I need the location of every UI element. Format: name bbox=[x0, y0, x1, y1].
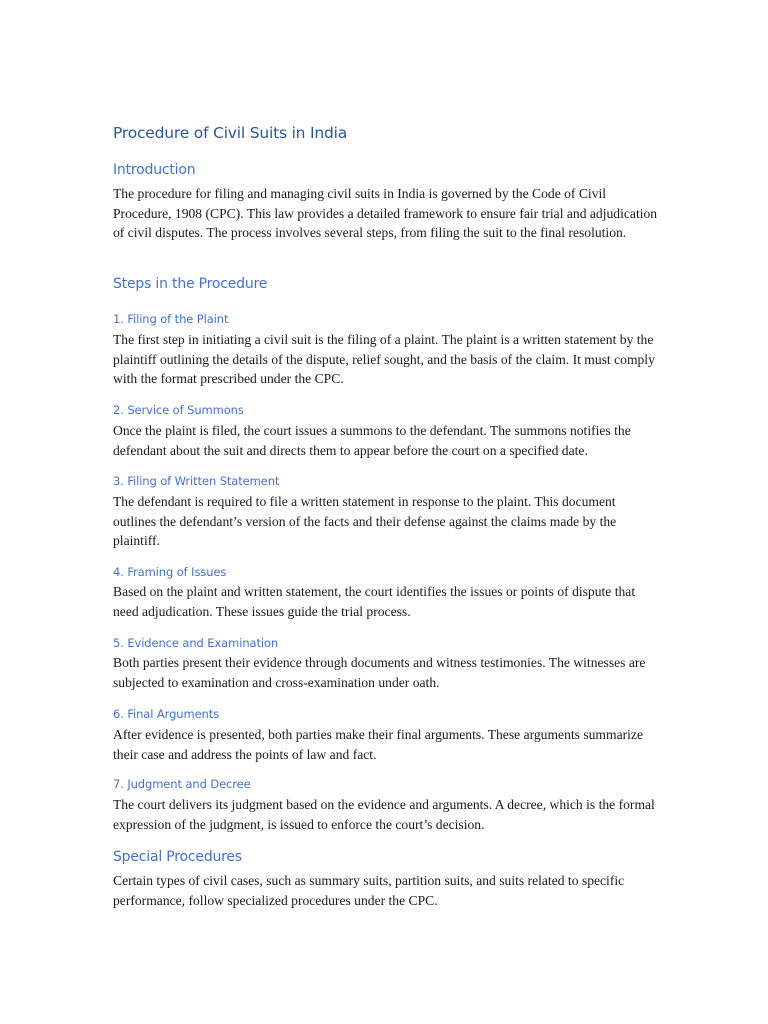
introduction-heading: Introduction bbox=[113, 162, 196, 178]
step-7-paragraph: The court delivers its judgment based on the evidence and arguments. A decree, which is the formal expression of the judgment, is issued to enforce the court’s decision. bbox=[113, 797, 655, 832]
special-procedures-heading: Special Procedures bbox=[113, 849, 242, 865]
document-title: Procedure of Civil Suits in India bbox=[113, 124, 348, 142]
step-4-heading: 4. Framing of Issues bbox=[113, 565, 227, 579]
introduction-paragraph: The procedure for filing and managing civil suits in India is governed by the Code of Civil Procedure, 1908 (CPC). This law provides a detailed framework to ensure fair trial and adjudication of civil disputes. The process involves several steps, from filing the suit to the final resolution. bbox=[113, 186, 658, 240]
step-4-paragraph: Based on the plaint and written statement, the court identifies the issues or points of dispute that need adjudication. These issues guide the trial process. bbox=[113, 584, 636, 619]
step-6-paragraph: After evidence is presented, both parties make their final arguments. These arguments summarize their case and address the points of law and fact. bbox=[113, 727, 643, 762]
step-5-paragraph: Both parties present their evidence through documents and witness testimonies. The witnesses are subjected to examination and cross-examination under oath. bbox=[113, 655, 646, 690]
step-1-heading: 1. Filing of the Plaint bbox=[113, 312, 229, 326]
step-2-paragraph: Once the plaint is filed, the court issues a summons to the defendant. The summons notifies the defendant about the suit and directs them to appear before the court on a specified date. bbox=[113, 423, 631, 458]
step-2-heading: 2. Service of Summons bbox=[113, 403, 244, 417]
step-7-heading: 7. Judgment and Decree bbox=[113, 777, 251, 791]
special-procedures-paragraph: Certain types of civil cases, such as summary suits, partition suits, and suits related to specific performance, follow specialized procedures under the CPC. bbox=[113, 873, 625, 908]
step-3-heading: 3. Filing of Written Statement bbox=[113, 474, 280, 488]
step-3-paragraph: The defendant is required to file a written statement in response to the plaint. This document outlines the defendant’s version of the facts and their defense against the claims made by the plaintiff. bbox=[113, 494, 617, 548]
steps-heading: Steps in the Procedure bbox=[113, 276, 268, 292]
step-1-paragraph: The first step in initiating a civil suit is the filing of a plaint. The plaint is a written statement by the plaintiff outlining the details of the dispute, relief sought, and the basis of the claim. It must comply with the format prescribed under the CPC. bbox=[113, 332, 655, 386]
step-5-heading: 5. Evidence and Examination bbox=[113, 636, 279, 650]
step-6-heading: 6. Final Arguments bbox=[113, 707, 220, 721]
